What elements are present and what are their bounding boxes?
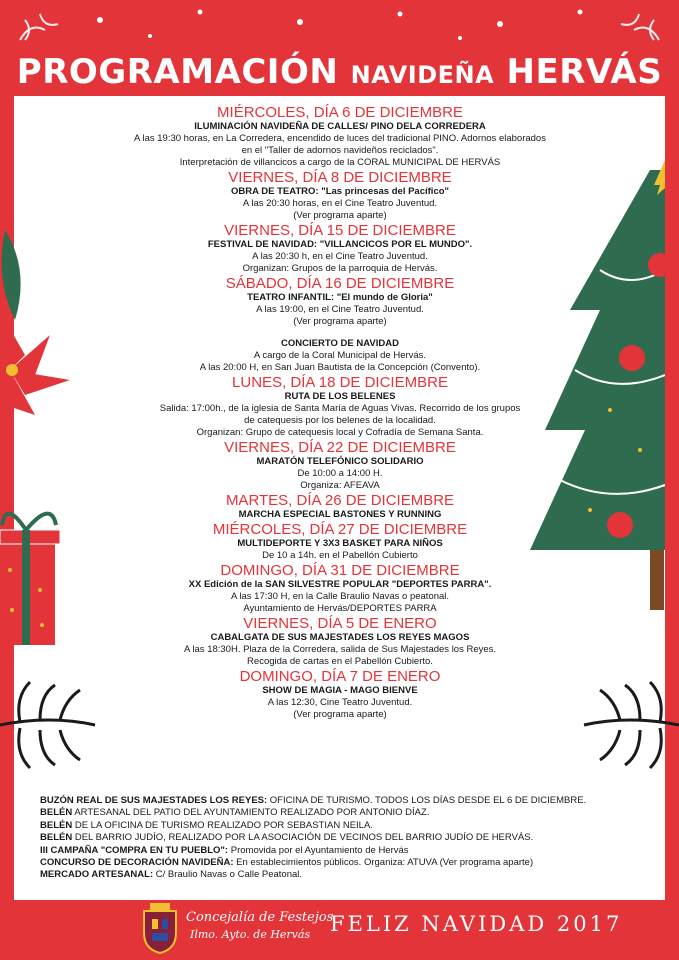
extra-text: En establecimientos públicos. Organiza: ATUVA (Ver programa aparte) [233,857,534,869]
event-detail: A cargo de la Coral Municipal de Hervás. [253,350,427,361]
event-title: MARCHA ESPECIAL BASTONES Y RUNNING [238,509,442,520]
event-detail: de catequesis por los belenes de la localidad. [244,415,436,426]
event-item [120,222,560,275]
event-item [120,104,560,169]
extra-text: C/ Braulio Navas o Calle Peatonal. [153,869,303,881]
extra-text: Promovida por el Ayuntamiento de Hervás [228,844,409,856]
event-title: TEATRO INFANTIL: "El mundo de Gloria" [247,292,433,303]
event-detail: Salida: 17:00h., de la iglesia de Santa María de Aguas Vivas. Recorrido de los grupos [159,403,521,414]
extra-label: BUZÓN REAL DE SUS MAJESTADES LOS REYES: [40,795,268,806]
extra-label: BELÉN [40,819,73,831]
event-item [120,374,560,439]
event-detail: Ayuntamiento de Hervás/DEPORTES PARRA [243,603,437,614]
event-title: SHOW DE MAGIA - MAGO BIENVE [262,685,418,696]
event-date: LUNES, DÍA 18 DE DICIEMBRE [232,374,448,391]
spacer [120,328,560,338]
event-detail: Organizan: Grupos de la parroquia de Hervás. [242,263,438,274]
extra-text: OFICINA DE TURISMO. TODOS LOS DÍAS DESDE EL 6 DE DICIEMBRE. [267,795,587,806]
event-detail: A las 19:00, en el Cine Teatro Juventud. [256,304,424,315]
left-branch-icon [0,670,100,780]
event-title: FESTIVAL DE NAVIDAD: "VILLANCICOS POR EL MUNDO". [207,239,473,250]
event-detail: A las 20:00 H, en San Juan Bautista de la Concepción (Convento). [199,362,481,373]
event-detail: A las 17:30 H, en la Calle Braulio Navas o peatonal. [230,591,450,602]
event-detail: (Ver programa aparte) [293,709,387,720]
page-title [0,52,679,92]
extra-item [40,795,640,807]
event-detail: (Ver programa aparte) [293,316,387,327]
event-item [120,562,560,615]
extra-item [40,807,640,819]
event-detail: A las 20:30 horas, en el Cine Teatro Juventud. [242,198,438,209]
footer-brand: Concejalía de Festejos [186,910,334,925]
event-date: MIÉRCOLES, DÍA 27 DE DICIEMBRE [212,521,468,538]
right-border [665,0,679,960]
extra-item [40,845,640,857]
extra-text: DEL BARRIO JUDÍO, REALIZADO POR LA ASOCIACIÓN DE VECINOS DEL BARRIO JUDÍO DE HERVÁS. [72,832,534,844]
event-title: CONCIERTO DE NAVIDAD [281,338,399,349]
event-date: MIÉRCOLES, DÍA 6 DE DICIEMBRE [217,104,463,121]
extra-label: BELÉN [40,832,73,844]
event-detail: Interpretación de villancicos a cargo de la CORAL MUNICIPAL DE HERVÁS [179,157,501,168]
footer-org: Ilmo. Ayto. de Hervás [190,928,311,941]
extra-text: DE LA OFICINA DE TURISMO REALIZADO POR SEBASTIAN NEILA. [72,819,373,831]
event-detail: Organiza: AFEAVA [300,480,380,491]
event-item [120,169,560,222]
event-detail: A las 18:30H. Plaza de la Corredera, salida de Sus Majestades los Reyes. [183,644,497,655]
extra-item [40,857,640,869]
extra-text: ARTESANAL DEL PATIO DEL AYUNTAMIENTO REALIZADO POR ANTONIO DÍAZ. [72,807,430,819]
event-item [120,338,560,374]
title-part3: HERVÁS [506,52,663,92]
event-item [120,275,560,328]
coat-of-arms-icon [140,903,180,955]
footer-slogan: FELIZ NAVIDAD 2017 [330,912,623,936]
event-date: VIERNES, DÍA 5 DE ENERO [243,615,437,632]
event-detail: A las 19:30 horas, en La Corredera, encendido de luces del tradicional PINO. Adornos elaborados [134,133,546,144]
left-border [0,0,14,960]
right-branch-icon [580,670,679,780]
event-detail: A las 20:30 h, en el Cine Teatro Juventud. [252,251,428,262]
events-list [120,104,560,721]
extra-item [40,832,640,844]
title-part2: NAVIDEÑA [350,61,495,89]
event-title: ILUMINACIÓN NAVIDEÑA DE CALLES/ PINO DELA CORREDERA [194,121,486,132]
event-detail: De 10:00 a 14:00 H. [297,468,383,479]
event-title: CABALGATA DE SUS MAJESTADES LOS REYES MAGOS [210,632,470,643]
extra-activities [40,795,640,882]
event-detail: en el "Taller de adornos navideños reciclados". [241,145,439,156]
event-item [120,615,560,668]
event-item [120,521,560,562]
event-detail: Organizan: Grupo de catequesis local y Cofradía de Semana Santa. [196,427,484,438]
extra-label: III CAMPAÑA "COMPRA EN TU PUEBLO": [40,844,229,856]
event-title: XX Edición de la SAN SILVESTRE POPULAR "DEPORTES PARRA". [188,579,492,590]
event-title: RUTA DE LOS BELENES [284,391,396,402]
event-detail: De 10 a 14h. en el Pabellón Cubierto [262,550,418,561]
extra-label: CONCURSO DE DECORACIÓN NAVIDEÑA: [40,857,234,869]
event-title: MARATÓN TELEFÓNICO SOLIDARIO [256,456,424,467]
extra-label: MERCADO ARTESANAL: [40,869,154,881]
event-date: MARTES, DÍA 26 DE DICIEMBRE [225,492,455,509]
event-title: OBRA DE TEATRO: "Las princesas del Pacífico" [230,186,450,197]
extra-item [40,869,640,881]
event-item [120,439,560,492]
title-part1: PROGRAMACIÓN [16,52,339,92]
event-detail: A las 12:30, Cine Teatro Juventud. [267,697,413,708]
event-detail: Recogida de cartas en el Pabellón Cubierto. [247,656,433,667]
event-detail: (Ver programa aparte) [293,210,387,221]
event-title: MULTIDEPORTE Y 3X3 BASKET PARA NIÑOS [237,538,443,549]
event-date: DOMINGO, DÍA 7 DE ENERO [239,668,441,685]
poinsettia-icon [0,230,80,430]
gift-box-icon [0,500,70,650]
extra-item [40,820,640,832]
extra-label: BELÉN [40,807,73,819]
event-item [120,492,560,521]
event-date: DOMINGO, DÍA 31 DE DICIEMBRE [220,562,460,579]
event-item [120,668,560,721]
event-date: VIERNES, DÍA 8 DE DICIEMBRE [228,169,452,186]
event-date: SÁBADO, DÍA 16 DE DICIEMBRE [225,275,455,292]
event-date: VIERNES, DÍA 22 DE DICIEMBRE [224,439,456,456]
event-date: VIERNES, DÍA 15 DE DICIEMBRE [224,222,456,239]
